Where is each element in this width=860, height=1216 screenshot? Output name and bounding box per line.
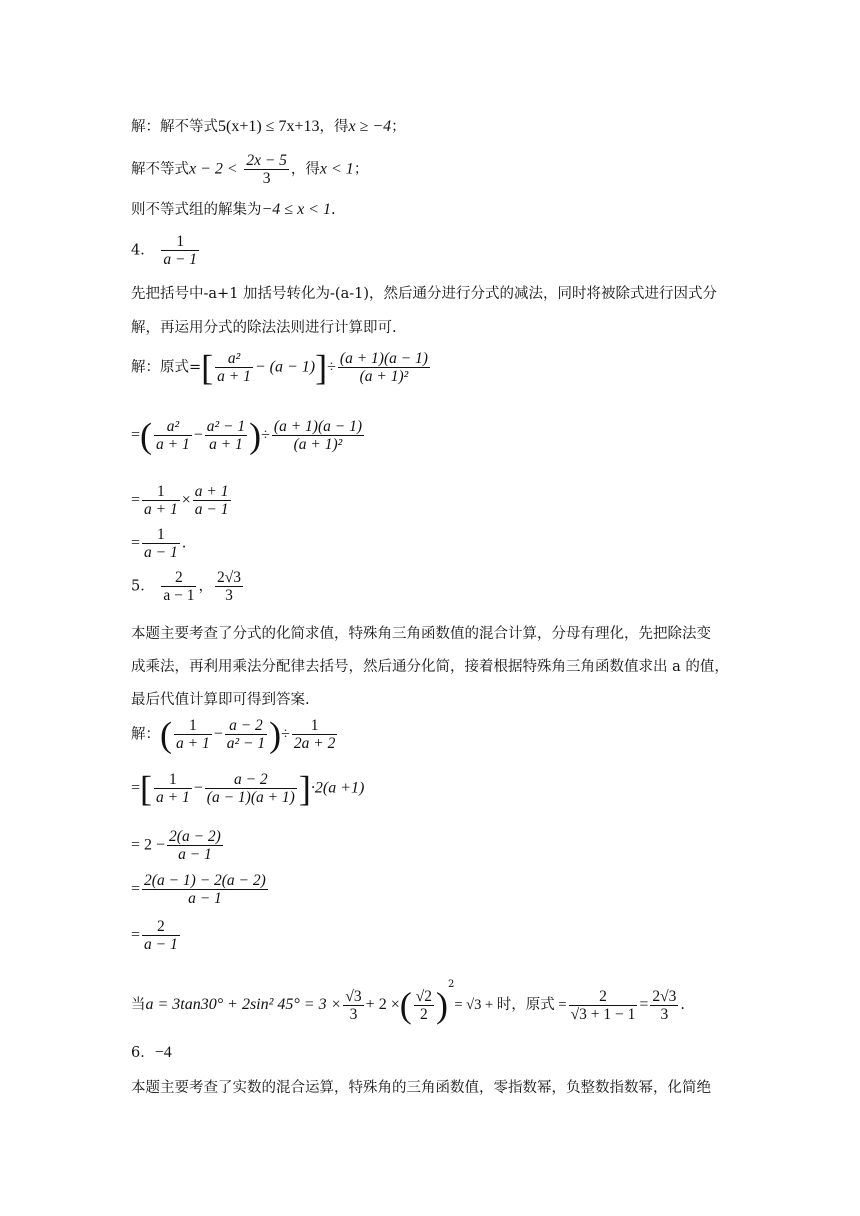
bracket: [ [140, 768, 153, 809]
numerator: √2 [415, 987, 432, 1005]
fraction [244, 152, 289, 187]
math: ÷ [281, 725, 290, 743]
step-4-2 [131, 415, 366, 456]
fraction [215, 350, 253, 385]
denominator: a − 1 [144, 544, 178, 561]
math: = [639, 996, 649, 1013]
numerator: (a + 1)(a − 1) [339, 350, 428, 367]
fraction [650, 988, 678, 1023]
numerator: 2√3 [216, 569, 241, 586]
math: ÷ [327, 358, 336, 376]
bracket: ] [315, 347, 328, 388]
solution-line-2 [131, 152, 368, 187]
fraction [343, 988, 363, 1023]
fraction [161, 233, 199, 268]
step-5-4 [131, 872, 270, 907]
step-5-5 [131, 918, 182, 953]
numerator: 1 [161, 233, 199, 251]
denominator: 3 [349, 1005, 358, 1023]
explanation-5b: 成乘法，再利用乘法分配律去括号，然后通分化简，接着根据特殊角三角函数值求出 a 的值， [131, 659, 729, 675]
paren: ) [435, 985, 448, 1025]
fraction [225, 717, 267, 752]
explanation-4b: 解，再运用分式的除法法则进行计算即可. [131, 320, 397, 336]
math: ÷ [261, 426, 270, 444]
fraction [193, 483, 231, 518]
denominator: 2 [419, 1005, 428, 1023]
math: = [131, 534, 141, 552]
text: ； [391, 119, 406, 135]
math: = √3 + 时，原式 = [454, 997, 567, 1013]
text: 解不等式 [131, 161, 189, 178]
denominator: a + 1 [156, 789, 190, 806]
numerator: 1 [142, 483, 180, 501]
fraction [292, 717, 337, 752]
fraction [161, 569, 196, 604]
answer-5 [131, 569, 245, 604]
math: − [213, 725, 223, 743]
fraction [154, 771, 192, 806]
denominator: a − 1 [188, 890, 222, 907]
step-4-4 [131, 526, 186, 561]
denominator: a² − 1 [226, 735, 266, 752]
explanation-5c: 最后代值计算即可得到答案. [131, 692, 310, 708]
text: 解： [131, 726, 160, 743]
math: −4 ≤ x < 1 [261, 201, 331, 218]
numerator: a − 2 [225, 717, 267, 735]
text: . [680, 997, 686, 1013]
paren: ( [160, 714, 172, 755]
denominator: a + 1 [209, 436, 243, 453]
numerator: 2 [142, 918, 180, 936]
math: − (a − 1) [254, 358, 316, 376]
fraction [154, 418, 192, 453]
denominator: a − 1 [144, 936, 178, 953]
numerator: a − 2 [205, 771, 297, 789]
math: − [193, 426, 203, 444]
numerator: 2√3 [652, 987, 677, 1005]
numerator: 1 [142, 526, 180, 544]
explanation-6a: 本题主要考查了实数的混合运算，特殊角的三角函数值，零指数幂，负整数指数幂，化简绝 [131, 1080, 711, 1096]
text: 则不等式组的解集为 [131, 202, 262, 218]
numerator: 2(a − 1) − 2(a − 2) [144, 872, 266, 889]
solution-line-3 [131, 200, 336, 220]
fraction [142, 483, 180, 518]
step-5-6 [131, 975, 685, 1023]
math: − [193, 779, 203, 797]
denominator: (a + 1)² [359, 368, 409, 385]
exponent: 2 [447, 979, 455, 990]
numerator: (a + 1)(a − 1) [273, 418, 362, 435]
text: ，得 [290, 161, 320, 178]
text: ； [353, 161, 369, 178]
denominator: 3 [262, 170, 271, 187]
solution-line-1 [131, 117, 406, 137]
denominator: a − 1 [194, 501, 229, 518]
math: = [131, 880, 141, 898]
math: x < 1 [319, 160, 354, 178]
text: 解：原式= [131, 359, 202, 376]
math: x − 2 < [189, 160, 238, 178]
numerator: a + 1 [194, 483, 229, 500]
step-5-3 [131, 828, 225, 863]
denominator: (a − 1)(a + 1) [206, 789, 295, 806]
text: . [181, 535, 187, 552]
numerator: 2x − 5 [246, 152, 287, 169]
text: . [330, 202, 336, 218]
question-number: 4． [131, 242, 155, 259]
numerator: 2 [161, 569, 196, 587]
bracket: [ [201, 347, 214, 388]
fraction [167, 828, 223, 863]
numerator: a² − 1 [206, 418, 246, 435]
text: ，得 [319, 119, 349, 135]
explanation-4a: 先把括号中-a+1 加括号转化为-(a-1)，然后通分进行分式的减法，同时将被除式进行因式分 [131, 286, 718, 302]
denominator: a + 1 [144, 501, 178, 518]
denominator: 3 [660, 1005, 669, 1023]
numerator: 1 [174, 717, 212, 735]
math: ·2(a +1) [310, 779, 365, 797]
denominator: 3 [225, 587, 233, 604]
bracket: ] [298, 768, 311, 809]
step-4-1 [131, 347, 432, 388]
numerator: 2(a − 2) [169, 828, 221, 845]
denominator: a + 1 [217, 368, 251, 385]
explanation-5a: 本题主要考查了分式的化简求值，特殊角三角函数值的混合计算，分母有理化，先把除法变 [131, 626, 711, 642]
numerator: a² [154, 418, 192, 436]
paren: ) [269, 714, 282, 755]
text: 解：解不等式 [131, 119, 218, 135]
text: 当 [131, 997, 146, 1013]
denominator: (a + 1)² [293, 436, 343, 453]
math: = [131, 779, 141, 797]
math: = 2 − [131, 836, 166, 854]
math: 5(x+1) ≤ 7x+13 [218, 118, 320, 135]
math: + 2 × [365, 996, 400, 1013]
question-number: 6． [131, 1045, 155, 1061]
denominator: 2a + 2 [293, 735, 336, 752]
answer-6 [131, 1043, 172, 1063]
fraction [142, 526, 180, 561]
math: = [131, 491, 141, 509]
denominator: a + 1 [176, 735, 210, 752]
paren: ( [140, 415, 153, 456]
fraction [142, 918, 180, 953]
numerator: √3 [345, 987, 362, 1005]
math: × [181, 491, 191, 509]
answer-4 [131, 233, 201, 268]
answer-value: −4 [154, 1044, 172, 1061]
paren: ) [249, 415, 262, 456]
fraction [414, 988, 434, 1023]
text: ， [198, 578, 213, 595]
fraction [142, 872, 268, 907]
fraction [205, 771, 297, 806]
math: = [131, 426, 141, 444]
numerator: 1 [292, 717, 337, 735]
fraction [569, 988, 638, 1023]
numerator: 1 [154, 771, 192, 789]
denominator: a − 1 [163, 587, 195, 604]
denominator: a − 1 [178, 846, 212, 863]
denominator: a − 1 [163, 251, 198, 268]
step-5-2 [131, 768, 365, 809]
paren: ( [399, 985, 412, 1025]
math: a = 3tan30° + 2sin² 45° = 3 × [145, 996, 342, 1013]
fraction [205, 418, 247, 453]
math: x ≥ −4 [348, 118, 392, 135]
numerator: 2 [569, 988, 638, 1006]
step-4-3 [131, 483, 233, 518]
fraction [215, 569, 243, 604]
fraction [174, 717, 212, 752]
math: = [131, 926, 141, 944]
fraction [272, 418, 364, 453]
denominator: a + 1 [156, 436, 190, 453]
question-number: 5． [131, 578, 155, 595]
denominator: √3 + 1 − 1 [570, 1005, 636, 1023]
fraction [338, 350, 430, 385]
numerator: a² [215, 350, 253, 368]
step-5-1 [131, 714, 339, 755]
